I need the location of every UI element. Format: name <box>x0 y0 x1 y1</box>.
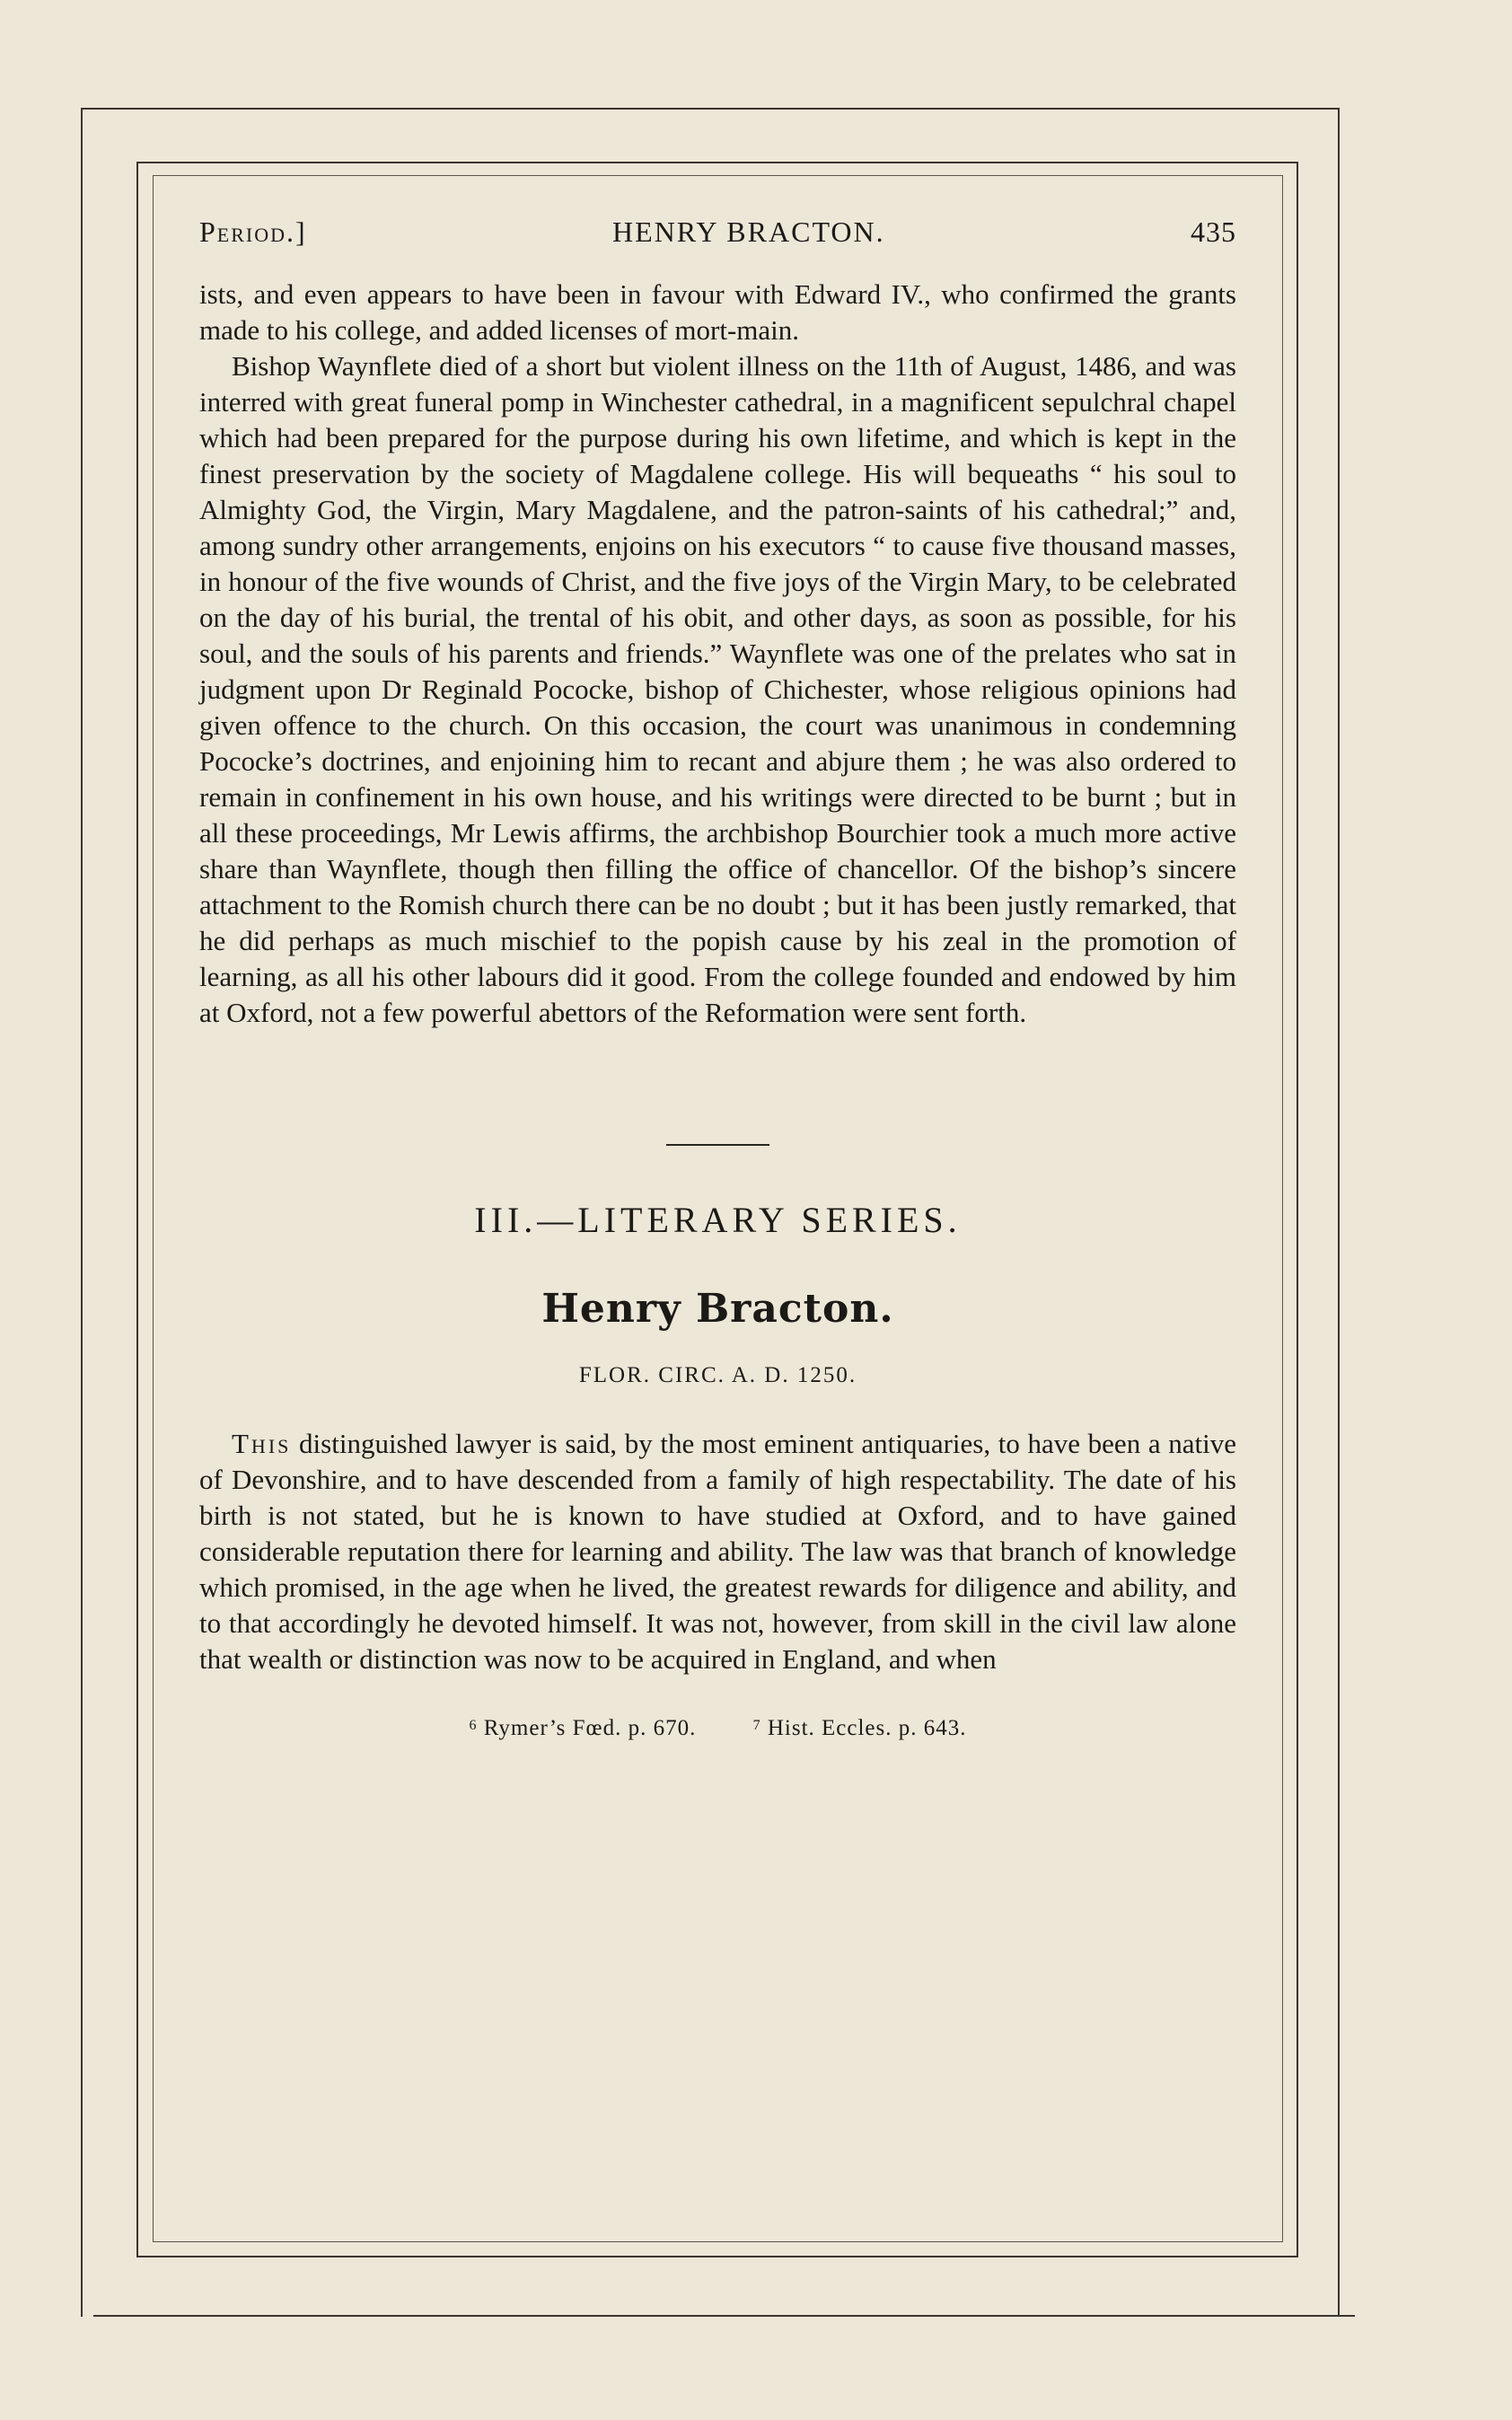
running-head-title: HENRY BRACTON. <box>612 216 885 248</box>
page-content <box>199 216 1236 1744</box>
main-text <box>199 277 1236 1031</box>
footnote-text: Rymer’s Fœd. p. 670. <box>483 1716 697 1740</box>
continuation-paragraph: ists, and even appears to have been in favour with Edward IV., who confirmed the grants made to his college, and added licenses of mort-main. <box>199 278 1236 346</box>
running-head <box>199 216 1236 259</box>
footnote <box>753 1708 967 1747</box>
footnote <box>469 1708 696 1747</box>
section-divider-rule <box>666 1144 769 1146</box>
running-head-section: Period.] <box>199 216 307 248</box>
opening-word: This <box>232 1428 292 1459</box>
footnote-text: Hist. Eccles. p. 643. <box>767 1716 967 1740</box>
footnote-mark: 7 <box>752 1718 761 1733</box>
floruit-date: FLOR. CIRC. A. D. 1250. <box>578 1363 857 1387</box>
footnote-mark: 6 <box>469 1718 478 1733</box>
biography-text <box>199 1426 1236 1677</box>
waynflete-paragraph: Bishop Waynflete died of a short but violent illness on the 11th of August, 1486, and was interred with great funeral pomp in Winchester cathedral, in a magnificent sepulchral chapel which had been prepared for the purpose during his own lifetime, and which is kept in the finest preservation by the society of Magdalene college. His will bequeaths “ his soul to Almighty God, the Virgin, Mary Magdalene, and the patron-saints of his cathedral;” and, among sundry other arrangements, enjoins on his executors “ to cause five thousand masses, in honour of the five wounds of Christ, and the five joys of the Virgin Mary, to be celebrated on the day of his burial, the trental of his obit, and other days, as soon as possible, for his soul, and the souls of his parents and friends.” Waynflete was one of the prelates who sat in judgment upon Dr Reginald Pococke, bishop of Chichester, whose religious opinions had given offence to the church. On this occasion, the court was unanimous in condemning Pococke’s doctrines, and enjoining him to recant and abjure them ; he was also ordered to remain in confinement in his own house, and his writings were directed to be burnt ; but in all these proceedings, Mr Lewis affirms, the archbishop Bourchier took a much more active share than Waynflete, though then filling the office of chancellor. Of the bishop’s sincere attachment to the Romish church there can be no doubt ; but it has been justly remarked, that he did perhaps as much mischief to the popish cause by his zeal in the promotion of learning, as all his other labours did it good. From the college founded and endowed by him at Oxford, not a few powerful abettors of the Reformation were sent forth. <box>199 350 1236 1028</box>
biography-paragraph <box>199 1426 1236 1677</box>
footnotes <box>199 1708 1236 1744</box>
biography-title: Henry Bracton. <box>541 1286 894 1332</box>
outer-frame-bottom-border <box>93 2315 1355 2317</box>
biography-paragraph-body: distinguished lawyer is said, by the most eminent antiquaries, to have been a native of Devonshire, and to have descended from a family of high respectability. The date of his birth is not stated, but he is known to have studied at Oxford, and to have gained considerable reputation there for learning and ability. The law was that branch of knowledge which promised, in the age when he lived, the greatest rewards for diligence and ability, and to that accordingly he devoted himself. It was not, however, from skill in the civil law alone that wealth or distinction was now to be acquired in England, and when <box>199 1428 1236 1675</box>
series-heading: III.—LITERARY SERIES. <box>474 1200 962 1240</box>
page-number: 435 <box>1190 216 1236 248</box>
